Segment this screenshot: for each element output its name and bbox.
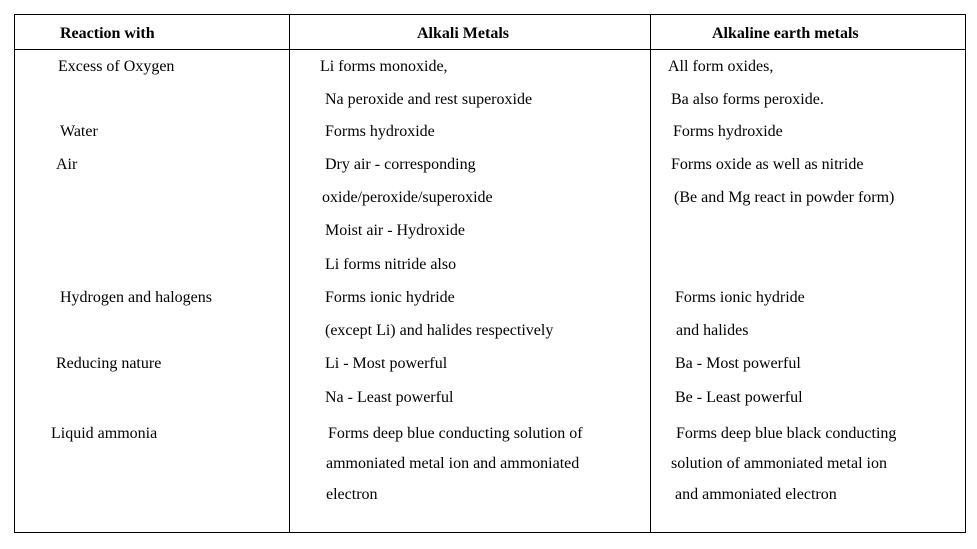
alkaline-ammonia-line-2: solution of ammoniated metal ion bbox=[671, 455, 887, 472]
alkali-oxygen-line-1: Li forms monoxide, bbox=[320, 58, 448, 75]
alkaline-reducing-line-2: Be - Least powerful bbox=[675, 389, 803, 406]
header-alkali-metals: Alkali Metals bbox=[417, 25, 509, 42]
alkali-hydrogen-line-2: (except Li) and halides respectively bbox=[325, 322, 554, 339]
alkaline-ammonia-line-3: and ammoniated electron bbox=[675, 486, 837, 503]
alkali-oxygen-line-2: Na peroxide and rest superoxide bbox=[325, 91, 533, 108]
row-label-water: Water bbox=[60, 123, 98, 140]
alkaline-hydrogen-line-2: and halides bbox=[676, 322, 749, 339]
alkali-water-line-1: Forms hydroxide bbox=[325, 123, 435, 140]
alkali-air-line-1: Dry air - corresponding bbox=[325, 156, 476, 173]
column-divider-2 bbox=[650, 15, 651, 532]
alkali-ammonia-line-1: Forms deep blue conducting solution of bbox=[328, 425, 583, 442]
alkaline-hydrogen-line-1: Forms ionic hydride bbox=[675, 289, 805, 306]
row-label-oxygen: Excess of Oxygen bbox=[58, 58, 175, 75]
alkali-air-line-2: oxide/peroxide/superoxide bbox=[322, 189, 493, 206]
alkaline-water-line-1: Forms hydroxide bbox=[673, 123, 783, 140]
alkaline-air-line-1: Forms oxide as well as nitride bbox=[671, 156, 864, 173]
alkali-hydrogen-line-1: Forms ionic hydride bbox=[325, 289, 455, 306]
alkali-reducing-line-2: Na - Least powerful bbox=[325, 389, 454, 406]
alkali-air-line-4: Li forms nitride also bbox=[325, 256, 457, 273]
alkali-reducing-line-1: Li - Most powerful bbox=[325, 355, 448, 372]
row-label-hydrogen: Hydrogen and halogens bbox=[60, 289, 212, 306]
alkaline-oxygen-line-2: Ba also forms peroxide. bbox=[671, 91, 824, 108]
row-label-ammonia: Liquid ammonia bbox=[51, 425, 158, 442]
column-divider-1 bbox=[289, 15, 290, 532]
header-divider bbox=[15, 49, 965, 50]
alkali-ammonia-line-3: electron bbox=[326, 486, 378, 503]
header-alkaline-earth-metals: Alkaline earth metals bbox=[712, 25, 859, 42]
alkaline-reducing-line-1: Ba - Most powerful bbox=[675, 355, 801, 372]
header-reaction-with: Reaction with bbox=[60, 25, 155, 42]
alkaline-ammonia-line-1: Forms deep blue black conducting bbox=[676, 425, 897, 442]
alkaline-oxygen-line-1: All form oxides, bbox=[668, 58, 774, 75]
comparison-table bbox=[14, 14, 966, 533]
alkaline-air-line-2: (Be and Mg react in powder form) bbox=[674, 189, 895, 206]
row-label-reducing: Reducing nature bbox=[56, 355, 162, 372]
row-label-air: Air bbox=[56, 156, 78, 173]
alkali-air-line-3: Moist air - Hydroxide bbox=[325, 222, 465, 239]
alkali-ammonia-line-2: ammoniated metal ion and ammoniated bbox=[326, 455, 580, 472]
